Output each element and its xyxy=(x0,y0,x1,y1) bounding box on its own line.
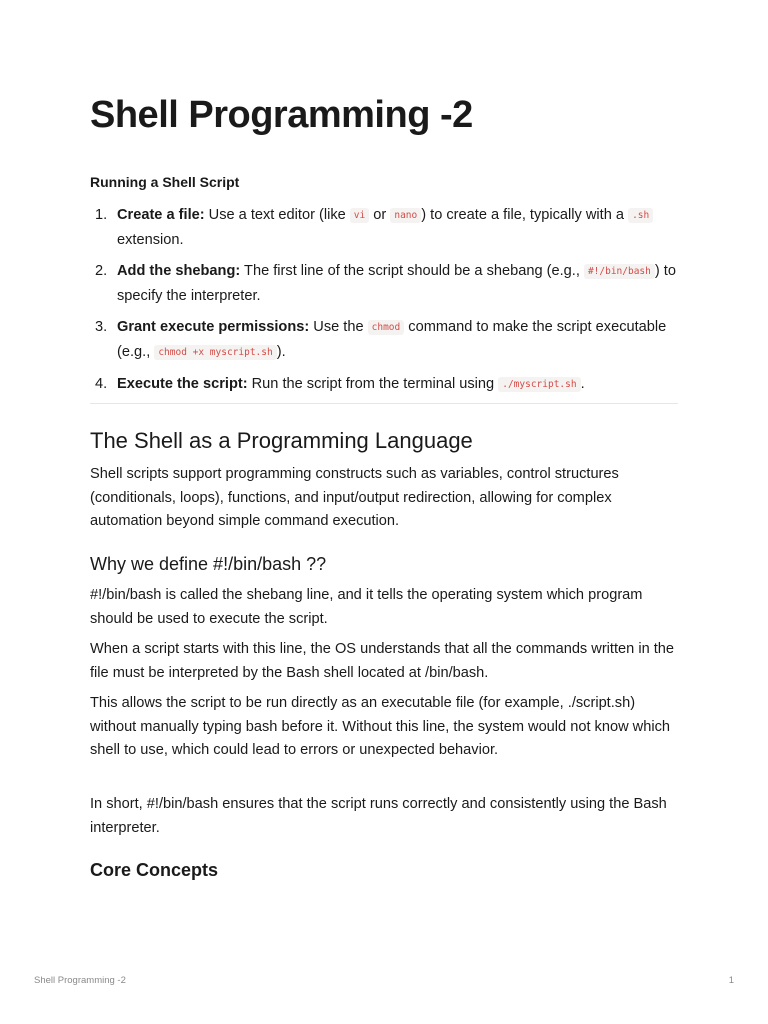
step-label: Execute the script: xyxy=(117,376,248,392)
step-text: ) to specify the interpreter. xyxy=(117,263,676,304)
step-text: command to make the script executable (e.g., xyxy=(117,319,667,360)
paragraph: When a script starts with this line, the OS understands that all the commands written in the file must be interpreted by the Bash shell located at /bin/bash. xyxy=(90,641,675,681)
step-text: . xyxy=(580,376,585,392)
inline-code: chmod +x myscript.sh xyxy=(154,345,276,360)
inline-code: nano xyxy=(390,208,421,223)
section-heading-why-shebang: Why we define #!/bin/bash ?? xyxy=(90,554,327,574)
step-text: or xyxy=(369,207,391,223)
inline-code: .sh xyxy=(628,208,653,223)
list-number: 2. xyxy=(95,263,108,279)
inline-code: vi xyxy=(350,208,369,223)
divider xyxy=(90,403,678,404)
page-number: 1 xyxy=(728,975,734,986)
section-heading-shell-language: The Shell as a Programming Language xyxy=(90,428,473,453)
page-title: Shell Programming -2 xyxy=(90,94,473,136)
step-text: The first line of the script should be a shebang (e.g., xyxy=(240,263,584,279)
paragraph: This allows the script to be run directly as an executable file (for example, ./script.sh) without manually typing bash before it. Without this line, the system would not know which shell to use, which could lead to errors or unexpected behavior. xyxy=(90,695,670,758)
list-number: 4. xyxy=(95,376,108,392)
inline-code: #!/bin/bash xyxy=(584,264,655,279)
step-text: Use a text editor (like xyxy=(204,207,350,223)
step-label: Grant execute permissions: xyxy=(117,319,310,335)
step-label: Add the shebang: xyxy=(117,263,241,279)
step-text: ) to create a file, typically with a xyxy=(421,207,629,223)
inline-code: ./myscript.sh xyxy=(498,377,580,392)
steps-list xyxy=(90,203,678,404)
step-text: Run the script from the terminal using xyxy=(247,376,499,392)
step-text: ). xyxy=(276,344,286,360)
list-number: 3. xyxy=(95,319,108,335)
section-heading-core-concepts: Core Concepts xyxy=(90,860,219,880)
section-heading-running: Running a Shell Script xyxy=(90,174,240,190)
inline-code: chmod xyxy=(368,320,405,335)
step-text: extension. xyxy=(117,232,184,248)
list-item xyxy=(90,259,678,308)
paragraph: In short, #!/bin/bash ensures that the script runs correctly and consistently using the Bash interpreter. xyxy=(90,796,667,836)
list-number: 1. xyxy=(95,207,108,223)
step-label: Create a file: xyxy=(117,207,205,223)
paragraph: Shell scripts support programming constructs such as variables, control structures (conditionals, loops), functions, and input/output redirection, allowing for complex automation beyond simple command execution. xyxy=(90,466,619,529)
list-item xyxy=(90,203,678,252)
list-item xyxy=(90,372,678,397)
list-item xyxy=(90,315,678,365)
paragraph: #!/bin/bash is called the shebang line, and it tells the operating system which program should be used to execute the script. xyxy=(90,587,643,627)
footer-title: Shell Programming -2 xyxy=(34,975,126,986)
step-text: Use the xyxy=(309,319,368,335)
